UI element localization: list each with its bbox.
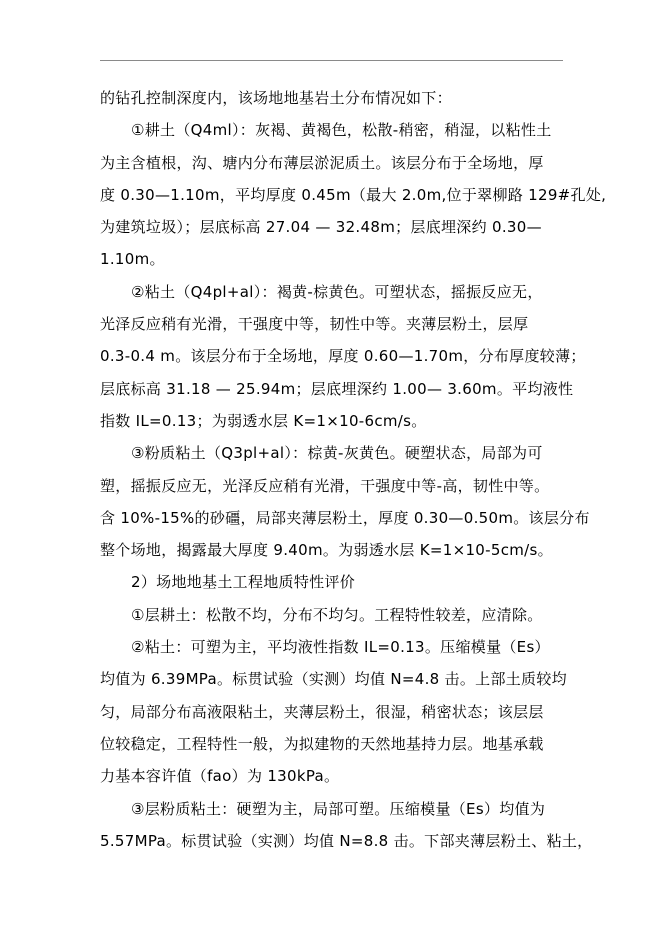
text-line: ③粉质粘土（Q3pl+al）：棕黄-灰黄色。硬塑状态，局部为可 xyxy=(131,444,543,463)
text-line: 匀，局部分布高液限粘土，夹薄层粉土，很湿，稍密状态；该层层 xyxy=(100,702,544,721)
text-line: 均值为 6.39MPa。标贯试验（实测）均值 N=4.8 击。上部土质较均 xyxy=(100,670,567,689)
text-line: 的钻孔控制深度内，该场地地基岩土分布情况如下： xyxy=(100,89,452,107)
text-line: 1.10m。 xyxy=(100,250,165,269)
text-line: 整个场地，揭露最大厚度 9.40m。为弱透水层 K=1×10-5cm/s。 xyxy=(100,541,553,560)
text-line: 光泽反应稍有光滑，干强度中等，韧性中等。夹薄层粉土，层厚 xyxy=(100,315,529,334)
text-line: ①耕土（Q4ml）：灰褐、黄褐色，松散-稍密，稍湿，以粘性土 xyxy=(131,121,552,140)
text-line: 0.3-0.4 m。该层分布于全场地，厚度 0.60—1.70m，分布厚度较薄； xyxy=(100,347,586,366)
text-line: 位较稳定，工程特性一般，为拟建物的天然地基持力层。地基承载 xyxy=(100,734,544,753)
text-line: 为主含植根，沟、塘内分布薄层淤泥质土。该层分布于全场地，厚 xyxy=(100,153,544,172)
header-rule xyxy=(100,60,563,61)
text-line: ②粘土：可塑为主，平均液性指数 IL=0.13。压缩模量（Es） xyxy=(131,638,550,657)
text-line: ③层粉质粘土：硬塑为主，局部可塑。压缩模量（Es）均值为 xyxy=(131,799,546,818)
document-body xyxy=(100,82,607,857)
text-line: ①层耕土：松散不均，分布不均匀。工程特性较差，应清除。 xyxy=(131,605,543,624)
text-line: 5.57MPa。标贯试验（实测）均值 N=8.8 击。下部夹薄层粉土、粘土， xyxy=(100,831,593,850)
text-line: 度 0.30—1.10m，平均厚度 0.45m（最大 2.0m,位于翠柳路 129#孔处, xyxy=(100,185,607,204)
section-heading: 2）场地地基土工程地质特性评价 xyxy=(131,573,356,592)
text-line: 力基本容许值（fao）为 130kPa。 xyxy=(100,767,340,786)
text-line: 层底标高 31.18 — 25.94m；层底埋深约 1.00— 3.60m。平均液性 xyxy=(100,379,574,398)
text-line: 指数 IL=0.13；为弱透水层 K=1×10-6cm/s。 xyxy=(100,411,427,430)
text-line: ②粘土（Q4pl+al）：褐黄-棕黄色。可塑状态，摇振反应无， xyxy=(131,282,543,301)
text-line: 为建筑垃圾）；层底标高 27.04 — 32.48m；层底埋深约 0.30— xyxy=(100,218,542,237)
text-line: 含 10%-15%的砂礓，局部夹薄层粉土，厚度 0.30—0.50m。该层分布 xyxy=(100,508,590,527)
text-line: 塑，摇振反应无，光泽反应稍有光滑，干强度中等-高，韧性中等。 xyxy=(100,476,550,495)
